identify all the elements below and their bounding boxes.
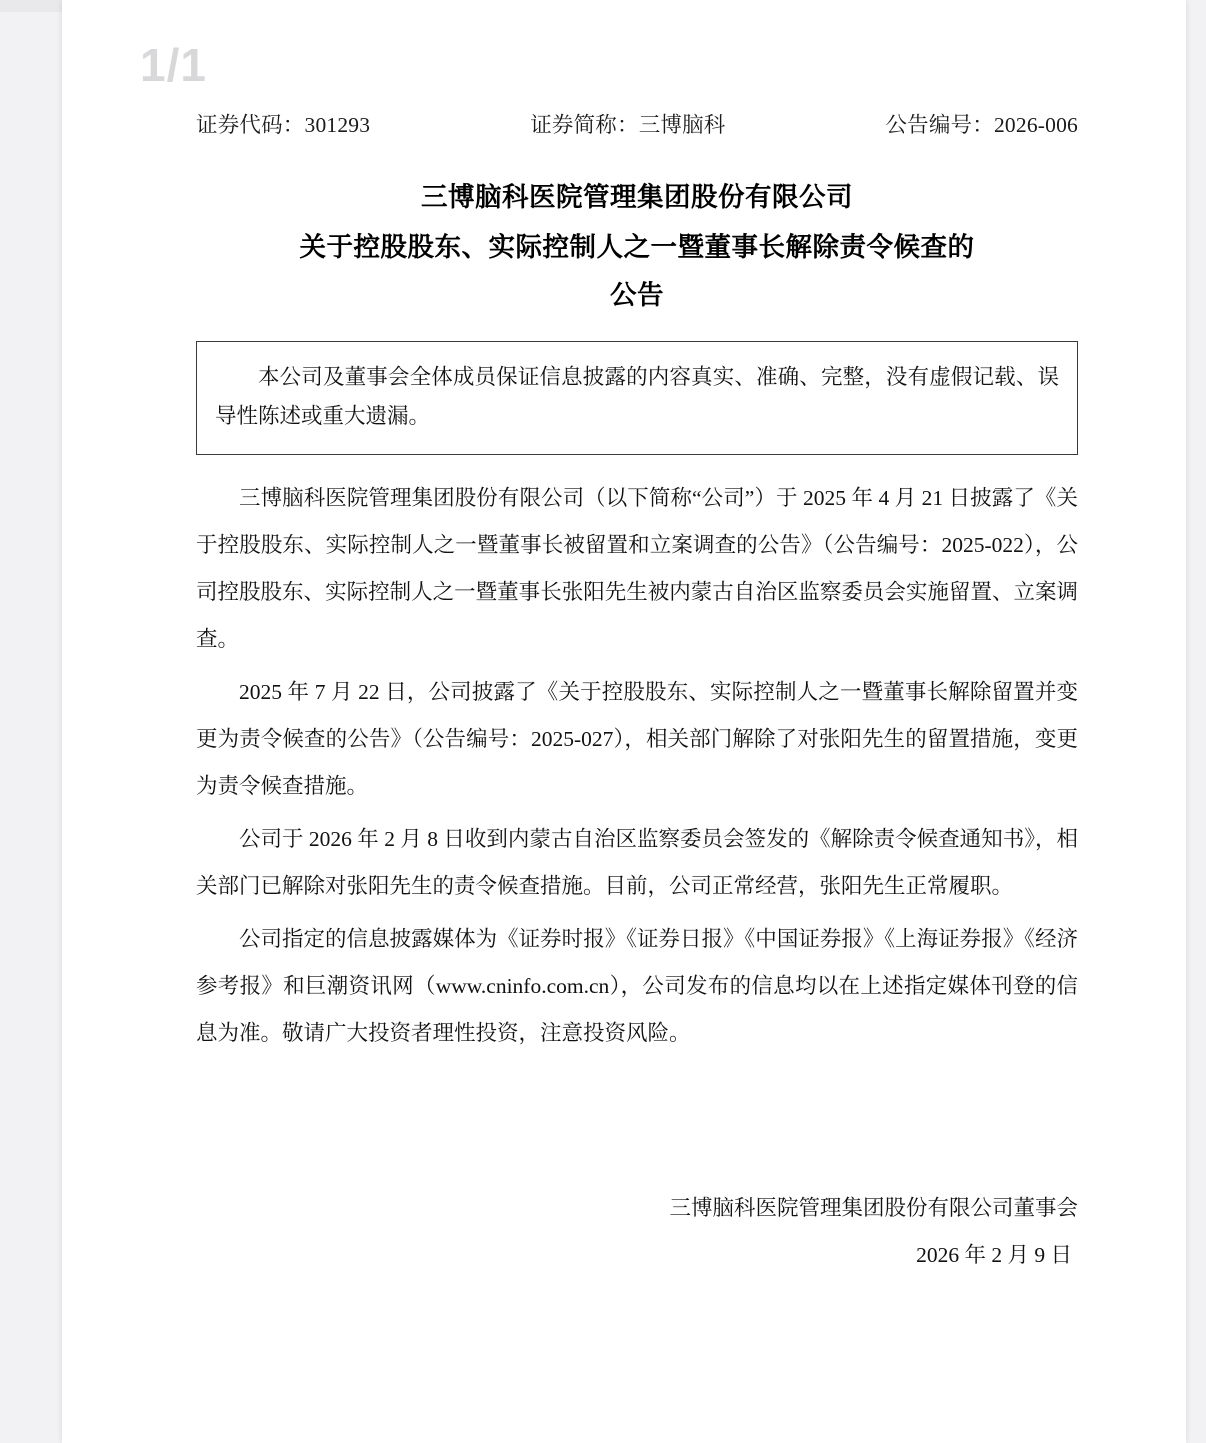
signature-issuer: 三博脑科医院管理集团股份有限公司董事会 xyxy=(669,1196,1078,1220)
page-number-indicator: 1/1 xyxy=(140,39,207,91)
title-company-name: 三博脑科医院管理集团股份有限公司 xyxy=(421,182,853,212)
title-subject-line-2: 公告 xyxy=(610,280,664,310)
body-paragraph: 公司于 2026 年 2 月 8 日收到内蒙古自治区监察委员会签发的《解除责令候查通知书》，相关部门已解除对张阳先生的责令候查措施。目前，公司正常经营，张阳先生正常履职。 xyxy=(196,827,1078,898)
security-abbreviation: 证券简称：三博脑科 xyxy=(530,113,726,137)
notice-number: 公告编号：2026-006 xyxy=(885,113,1078,137)
document-body xyxy=(196,475,1078,1057)
signature-date: 2026 年 2 月 9 日 xyxy=(916,1243,1072,1267)
viewer-right-gutter xyxy=(1186,0,1206,1443)
document-header-line xyxy=(196,108,1078,139)
disclaimer-box xyxy=(196,341,1078,455)
viewer-left-gutter xyxy=(0,0,62,1443)
body-paragraph: 公司指定的信息披露媒体为《证券时报》《证券日报》《中国证券报》《上海证券报》《经济参考报》和巨潮资讯网（www.cninfo.com.cn），公司发布的信息均以在上述指定媒体刊登的信息为准。敬请广大投资者理性投资，注意投资风险。 xyxy=(196,927,1078,1045)
body-paragraph: 三博脑科医院管理集团股份有限公司（以下简称“公司”）于 2025 年 4 月 21 日披露了《关于控股股东、实际控制人之一暨董事长被留置和立案调查的公告》（公告编号：2025-022），公司控股股东、实际控制人之一暨董事长张阳先生被内蒙古自治区监察委员会实施留置、立案调查。 xyxy=(196,486,1078,651)
document-content xyxy=(196,108,1078,1279)
body-paragraph: 2025 年 7 月 22 日，公司披露了《关于控股股东、实际控制人之一暨董事长解除留置并变更为责令候查的公告》（公告编号：2025-027），相关部门解除了对张阳先生的留置措施，变更为责令候查措施。 xyxy=(196,680,1078,798)
signature-block xyxy=(196,1185,1078,1279)
document-page xyxy=(62,0,1186,1443)
disclaimer-text: 本公司及董事会全体成员保证信息披露的内容真实、准确、完整，没有虚假记载、误导性陈述或重大遗漏。 xyxy=(215,365,1059,428)
page-title xyxy=(196,173,1078,319)
security-code: 证券代码：301293 xyxy=(196,113,371,137)
title-subject-line-1: 关于控股股东、实际控制人之一暨董事长解除责令候查的 xyxy=(299,232,975,262)
